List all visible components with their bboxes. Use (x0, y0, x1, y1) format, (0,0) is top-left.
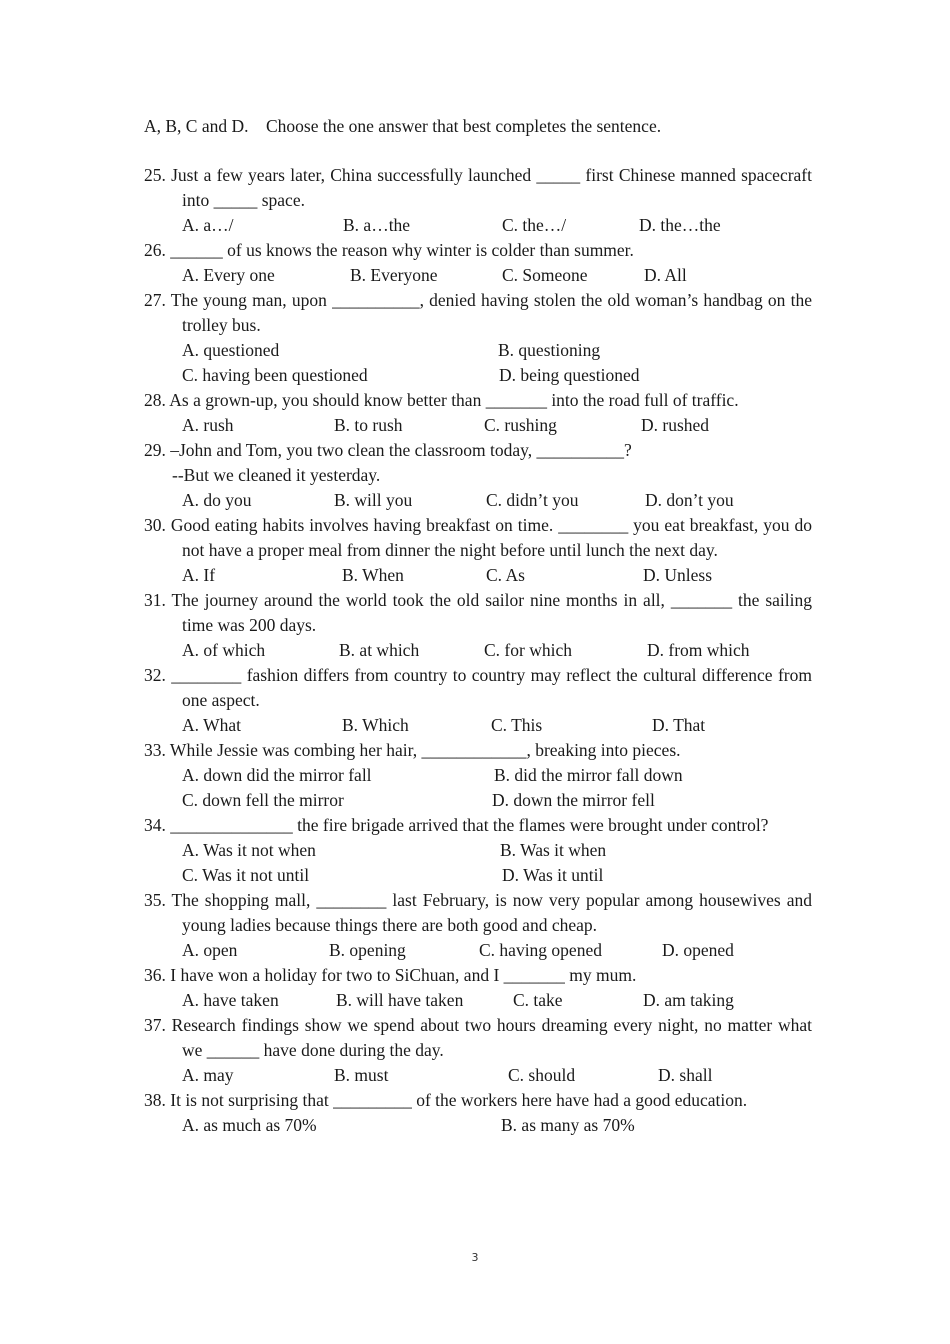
option-b: B. at which (339, 640, 420, 660)
option-c: C. having opened (479, 940, 602, 960)
option-d: D. Was it until (502, 865, 604, 885)
option-row (144, 713, 812, 738)
option-c: C. This (491, 715, 543, 735)
option-a: A. Every one (182, 265, 275, 285)
option-a: A. have taken (182, 990, 279, 1010)
question-stem: 31. The journey around the world took the old sailor nine months in all, _______ the sailing time was 200 days. (144, 590, 812, 635)
question-stem: 28. As a grown-up, you should know better than _______ into the road full of traffic. (144, 390, 739, 410)
option-c: C. the…/ (502, 215, 567, 235)
question-30 (144, 513, 812, 588)
option-row (144, 1113, 812, 1138)
option-row (144, 488, 812, 513)
option-d: D. Unless (643, 565, 713, 585)
option-a: A. do you (182, 490, 252, 510)
option-d: D. being questioned (499, 365, 640, 385)
option-a: A. down did the mirror fall (182, 765, 372, 785)
option-b: B. Which (342, 715, 409, 735)
question-37 (144, 1013, 812, 1088)
question-38 (144, 1088, 812, 1138)
question-26 (144, 238, 812, 288)
option-d: D. shall (658, 1065, 713, 1085)
option-c: C. down fell the mirror (182, 790, 344, 810)
option-b: B. Was it when (500, 840, 607, 860)
question-25 (144, 163, 812, 238)
option-d: D. rushed (641, 415, 710, 435)
question-34 (144, 813, 812, 888)
option-row (144, 338, 812, 363)
option-row (144, 638, 812, 663)
question-stem: 25. Just a few years later, China successfully launched _____ first Chinese manned spacecraft into _____ space. (144, 165, 812, 210)
option-d: D. don’t you (645, 490, 734, 510)
option-a: A. open (182, 940, 238, 960)
option-c: C. didn’t you (486, 490, 579, 510)
option-d: D. That (652, 715, 706, 735)
question-33 (144, 738, 812, 813)
option-d: D. down the mirror fell (492, 790, 655, 810)
question-stem: 32. ________ fashion differs from country to country may reflect the cultural difference from one aspect. (144, 665, 812, 710)
question-stem: 33. While Jessie was combing her hair, ____________, breaking into pieces. (144, 740, 681, 760)
option-row (144, 563, 812, 588)
option-c: C. should (508, 1065, 576, 1085)
exam-page (144, 114, 812, 1138)
option-row (144, 838, 812, 863)
option-b: B. Everyone (350, 265, 438, 285)
option-b: B. must (334, 1065, 389, 1085)
question-28 (144, 388, 812, 438)
option-row (144, 988, 812, 1013)
page-number: 3 (471, 1251, 479, 1264)
option-a: A. as much as 70% (182, 1115, 317, 1135)
option-d: D. opened (662, 940, 734, 960)
question-stem: 36. I have won a holiday for two to SiChuan, and I _______ my mum. (144, 965, 637, 985)
option-row (144, 413, 812, 438)
option-d: D. All (644, 265, 687, 285)
option-row (144, 263, 812, 288)
option-d: D. am taking (643, 990, 734, 1010)
question-reply: --But we cleaned it yesterday. (172, 465, 381, 485)
question-32 (144, 663, 812, 738)
option-a: A. questioned (182, 340, 280, 360)
question-stem: 30. Good eating habits involves having breakfast on time. ________ you eat breakfast, you do not have a proper meal from dinner the night before until lunch the next day. (144, 515, 812, 560)
question-stem: 27. The young man, upon __________, denied having stolen the old woman’s handbag on the trolley bus. (144, 290, 812, 335)
option-c: C. for which (484, 640, 572, 660)
option-d: D. the…the (639, 215, 721, 235)
option-row (144, 763, 812, 788)
option-row (144, 863, 812, 888)
question-stem: 29. –John and Tom, you two clean the classroom today, __________? (144, 440, 632, 460)
option-b: B. to rush (334, 415, 403, 435)
option-b: B. opening (329, 940, 406, 960)
option-c: C. take (513, 990, 563, 1010)
option-row (144, 938, 812, 963)
option-a: A. rush (182, 415, 234, 435)
question-stem: 35. The shopping mall, ________ last February, is now very popular among housewives and young ladies because things there are both good and cheap. (144, 890, 812, 935)
option-b: B. will have taken (336, 990, 464, 1010)
question-36 (144, 963, 812, 1013)
option-b: B. When (342, 565, 404, 585)
option-c: C. rushing (484, 415, 557, 435)
option-row (144, 213, 812, 238)
question-stem: 34. ______________ the fire brigade arrived that the flames were brought under control? (144, 815, 769, 835)
question-27 (144, 288, 812, 388)
option-d: D. from which (647, 640, 750, 660)
option-row (144, 363, 812, 388)
option-b: B. will you (334, 490, 413, 510)
option-row (144, 1063, 812, 1088)
option-c: C. Was it not until (182, 865, 310, 885)
question-31 (144, 588, 812, 663)
option-b: B. as many as 70% (501, 1115, 635, 1135)
option-row (144, 788, 812, 813)
option-b: B. a…the (343, 215, 411, 235)
option-a: A. may (182, 1065, 234, 1085)
option-a: A. What (182, 715, 241, 735)
option-c: C. Someone (502, 265, 588, 285)
question-stem: 37. Research findings show we spend about two hours dreaming every night, no matter what we ______ have done during the day. (144, 1015, 812, 1060)
option-a: A. of which (182, 640, 266, 660)
section-instruction: A, B, C and D. Choose the one answer that best completes the sentence. (144, 116, 662, 136)
question-29 (144, 438, 812, 513)
question-35 (144, 888, 812, 963)
question-stem: 38. It is not surprising that _________ of the workers here have had a good education. (144, 1090, 748, 1110)
option-a: A. If (182, 565, 216, 585)
option-a: A. Was it not when (182, 840, 316, 860)
option-b: B. questioning (498, 340, 601, 360)
option-c: C. As (486, 565, 525, 585)
question-stem: 26. ______ of us knows the reason why winter is colder than summer. (144, 240, 634, 260)
option-b: B. did the mirror fall down (494, 765, 683, 785)
option-c: C. having been questioned (182, 365, 368, 385)
option-a: A. a…/ (182, 215, 234, 235)
